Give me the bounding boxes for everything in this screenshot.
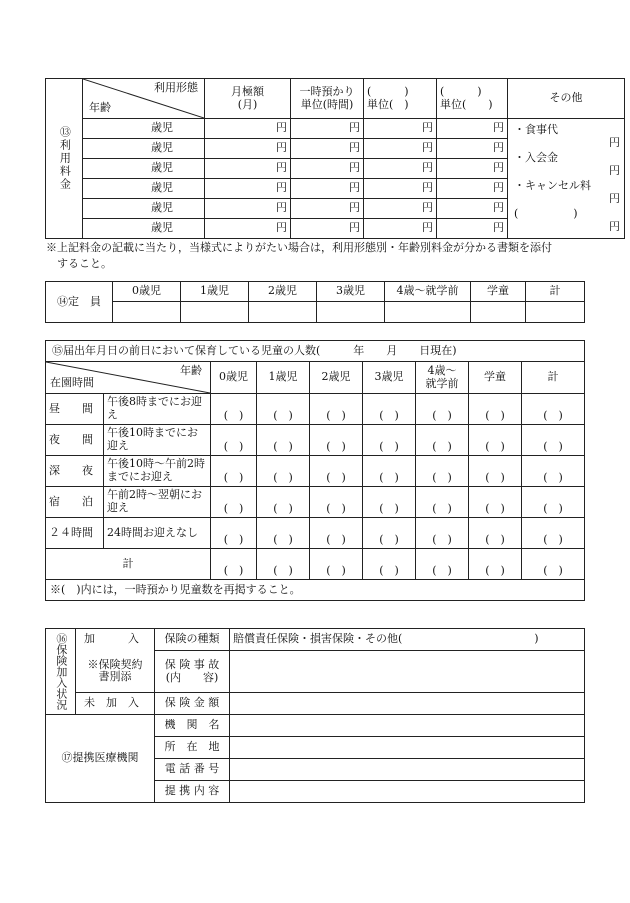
count-cell[interactable]: ( ) — [310, 425, 363, 456]
fee-cell[interactable]: 円 — [205, 139, 291, 159]
insurance-joined[interactable]: 加 入 — [76, 629, 155, 651]
fee-table — [45, 78, 625, 239]
medical-field-label: 電 話 番 号 — [155, 759, 230, 781]
fee-cell[interactable]: 円 — [291, 219, 364, 239]
children-row-desc: 午後8時までにお迎え — [104, 394, 211, 425]
count-cell[interactable]: ( ) — [522, 394, 585, 425]
capacity-cell[interactable] — [385, 302, 471, 323]
other-item-yen: 円 — [609, 164, 620, 177]
capacity-label: ⑭定 員 — [46, 282, 113, 323]
capacity-header: 学童 — [471, 282, 526, 302]
medical-section-label: ⑰提携医療機関 — [46, 715, 155, 803]
other-item-entrance: ・入会金 — [514, 151, 558, 164]
fee-cell[interactable]: 円 — [364, 119, 437, 139]
insurance-table — [45, 628, 585, 803]
children-row-label: 昼 間 — [46, 394, 104, 425]
fee-other-cell[interactable] — [508, 119, 625, 239]
capacity-header: 3歳児 — [317, 282, 385, 302]
capacity-header: 4歳～就学前 — [385, 282, 471, 302]
medical-field-value[interactable] — [230, 781, 585, 803]
count-cell[interactable]: ( ) — [363, 487, 416, 518]
count-cell[interactable]: ( ) — [363, 425, 416, 456]
capacity-header: 0歳児 — [113, 282, 181, 302]
other-item-custom: ( ) — [514, 207, 578, 220]
fee-header-monthly: 月極額 (月) — [205, 79, 291, 119]
insurance-type-value[interactable]: 賠償責任保険・損害保険・その他( ) — [230, 629, 585, 651]
count-cell[interactable]: ( ) — [211, 425, 257, 456]
fee-cell[interactable]: 円 — [291, 139, 364, 159]
insurance-section-label: ⑯保険加入状況 — [46, 629, 76, 715]
other-item-yen: 円 — [609, 136, 620, 149]
fee-cell[interactable]: 円 — [205, 219, 291, 239]
children-row-desc: 午後10時～午前2時までにお迎え — [104, 456, 211, 487]
fee-cell[interactable]: 円 — [364, 199, 437, 219]
fee-cell[interactable]: 円 — [437, 219, 508, 239]
children-diagonal-header — [46, 362, 211, 394]
children-row-desc: 午前2時～翌朝にお迎え — [104, 487, 211, 518]
fee-age-cell[interactable]: 歳児 — [83, 159, 205, 179]
fee-cell[interactable]: 円 — [291, 119, 364, 139]
capacity-cell[interactable] — [181, 302, 249, 323]
fee-header-temporary: 一時預かり 単位(時間) — [291, 79, 364, 119]
capacity-cell[interactable] — [113, 302, 181, 323]
count-cell[interactable]: ( ) — [416, 425, 469, 456]
children-title: ⑮届出年月日の前日において保育している児童の人数( 年 月 日現在) — [46, 341, 585, 362]
medical-field-value[interactable] — [230, 737, 585, 759]
count-cell[interactable]: ( ) — [310, 518, 363, 549]
fee-cell[interactable]: 円 — [205, 119, 291, 139]
other-item-cancel: ・キャンセル料 — [514, 179, 591, 192]
fee-diag-top: 利用形態 — [154, 81, 198, 94]
insurance-accident-value[interactable] — [230, 651, 585, 693]
children-table — [45, 340, 585, 601]
count-cell[interactable]: ( ) — [522, 456, 585, 487]
fee-cell[interactable]: 円 — [205, 159, 291, 179]
count-cell[interactable]: ( ) — [416, 487, 469, 518]
count-cell[interactable]: ( ) — [310, 487, 363, 518]
fee-header-other: その他 — [508, 79, 625, 119]
fee-diag-bottom: 年齢 — [89, 101, 111, 115]
count-cell[interactable]: ( ) — [310, 549, 363, 580]
fee-cell[interactable]: 円 — [291, 199, 364, 219]
fee-age-cell[interactable]: 歳児 — [83, 199, 205, 219]
other-item-yen: 円 — [609, 220, 620, 233]
fee-section-label — [46, 79, 83, 239]
fee-cell[interactable]: 円 — [437, 139, 508, 159]
fee-header-custom-2: ( ) 単位( ) — [437, 79, 508, 119]
fee-cell[interactable]: 円 — [437, 159, 508, 179]
count-cell[interactable]: ( ) — [211, 518, 257, 549]
fee-cell[interactable]: 円 — [364, 159, 437, 179]
count-cell[interactable]: ( ) — [257, 425, 310, 456]
count-cell[interactable]: ( ) — [257, 518, 310, 549]
medical-field-value[interactable] — [230, 715, 585, 737]
count-cell[interactable]: ( ) — [363, 394, 416, 425]
children-total-label: 計 — [46, 549, 211, 580]
children-header: 3歳児 — [363, 362, 416, 394]
count-cell[interactable]: ( ) — [416, 518, 469, 549]
fee-cell[interactable]: 円 — [437, 179, 508, 199]
medical-field-value[interactable] — [230, 759, 585, 781]
other-item-yen: 円 — [609, 192, 620, 205]
children-diag-bottom: 在園時間 — [50, 376, 94, 390]
fee-cell[interactable]: 円 — [291, 179, 364, 199]
children-note: ※( )内には，一時預かり児童数を再掲すること。 — [46, 580, 585, 601]
count-cell[interactable]: ( ) — [469, 456, 522, 487]
count-cell[interactable]: ( ) — [522, 487, 585, 518]
capacity-cell[interactable] — [317, 302, 385, 323]
insurance-not-joined[interactable]: 未 加 入 — [76, 693, 155, 715]
capacity-cell[interactable] — [471, 302, 526, 323]
count-cell[interactable]: ( ) — [469, 549, 522, 580]
fee-diagonal-header — [83, 79, 205, 119]
insurance-contract-note: ※保険契約 書別添 — [76, 651, 155, 693]
children-row-label: 夜 間 — [46, 425, 104, 456]
count-cell[interactable]: ( ) — [469, 425, 522, 456]
count-cell[interactable]: ( ) — [363, 549, 416, 580]
count-cell[interactable]: ( ) — [469, 487, 522, 518]
children-row-desc: 24時間お迎えなし — [104, 518, 211, 549]
fee-section-text: ⑬利用料金 — [58, 126, 72, 191]
other-item-food: ・食事代 — [514, 123, 558, 136]
fee-cell[interactable]: 円 — [364, 219, 437, 239]
fee-note: ※上記料金の記載に当たり，当様式によりがたい場合は，利用形態別・年齢別料金が分かる書類を添付 すること。 — [46, 241, 552, 270]
fee-header-custom-1: ( ) 単位( ) — [364, 79, 437, 119]
children-header: 2歳児 — [310, 362, 363, 394]
children-row-desc: 午後10時までにお迎え — [104, 425, 211, 456]
insurance-type-label: 保険の種類 — [155, 629, 230, 651]
capacity-cell[interactable] — [249, 302, 317, 323]
children-row-label: 深 夜 — [46, 456, 104, 487]
count-cell[interactable]: ( ) — [211, 456, 257, 487]
fee-cell[interactable]: 円 — [205, 179, 291, 199]
insurance-accident-label: 保 険 事 故 (内 容) — [155, 651, 230, 693]
count-cell[interactable]: ( ) — [211, 394, 257, 425]
count-cell[interactable]: ( ) — [310, 394, 363, 425]
fee-age-cell[interactable]: 歳児 — [83, 219, 205, 239]
count-cell[interactable]: ( ) — [211, 549, 257, 580]
fee-cell[interactable]: 円 — [291, 159, 364, 179]
count-cell[interactable]: ( ) — [257, 456, 310, 487]
children-header: 学童 — [469, 362, 522, 394]
count-cell[interactable]: ( ) — [469, 518, 522, 549]
count-cell[interactable]: ( ) — [522, 425, 585, 456]
fee-cell[interactable]: 円 — [364, 139, 437, 159]
capacity-table — [45, 281, 585, 323]
children-header: 4歳～ 就学前 — [416, 362, 469, 394]
count-cell[interactable]: ( ) — [257, 394, 310, 425]
fee-cell[interactable]: 円 — [364, 179, 437, 199]
fee-cell[interactable]: 円 — [205, 199, 291, 219]
count-cell[interactable]: ( ) — [522, 549, 585, 580]
count-cell[interactable]: ( ) — [469, 394, 522, 425]
count-cell[interactable]: ( ) — [522, 518, 585, 549]
count-cell[interactable]: ( ) — [416, 394, 469, 425]
children-row-label: 宿 泊 — [46, 487, 104, 518]
fee-cell[interactable]: 円 — [437, 119, 508, 139]
capacity-header: 1歳児 — [181, 282, 249, 302]
fee-age-cell[interactable]: 歳児 — [83, 119, 205, 139]
children-header: 1歳児 — [257, 362, 310, 394]
children-diag-top: 年齢 — [180, 364, 202, 377]
count-cell[interactable]: ( ) — [416, 456, 469, 487]
count-cell[interactable]: ( ) — [257, 487, 310, 518]
capacity-header: 計 — [526, 282, 585, 302]
medical-field-label: 所 在 地 — [155, 737, 230, 759]
fee-age-cell[interactable]: 歳児 — [83, 139, 205, 159]
fee-age-cell[interactable]: 歳児 — [83, 179, 205, 199]
children-header: 0歳児 — [211, 362, 257, 394]
capacity-header: 2歳児 — [249, 282, 317, 302]
count-cell[interactable]: ( ) — [257, 549, 310, 580]
children-header: 計 — [522, 362, 585, 394]
medical-field-label: 機 関 名 — [155, 715, 230, 737]
fee-cell[interactable]: 円 — [437, 199, 508, 219]
capacity-cell[interactable] — [526, 302, 585, 323]
children-row-label: ２４時間 — [46, 518, 104, 549]
insurance-amount-value[interactable] — [230, 693, 585, 715]
count-cell[interactable]: ( ) — [211, 487, 257, 518]
count-cell[interactable]: ( ) — [363, 456, 416, 487]
medical-field-label: 提 携 内 容 — [155, 781, 230, 803]
count-cell[interactable]: ( ) — [363, 518, 416, 549]
insurance-amount-label: 保 険 金 額 — [155, 693, 230, 715]
count-cell[interactable]: ( ) — [416, 549, 469, 580]
count-cell[interactable]: ( ) — [310, 456, 363, 487]
